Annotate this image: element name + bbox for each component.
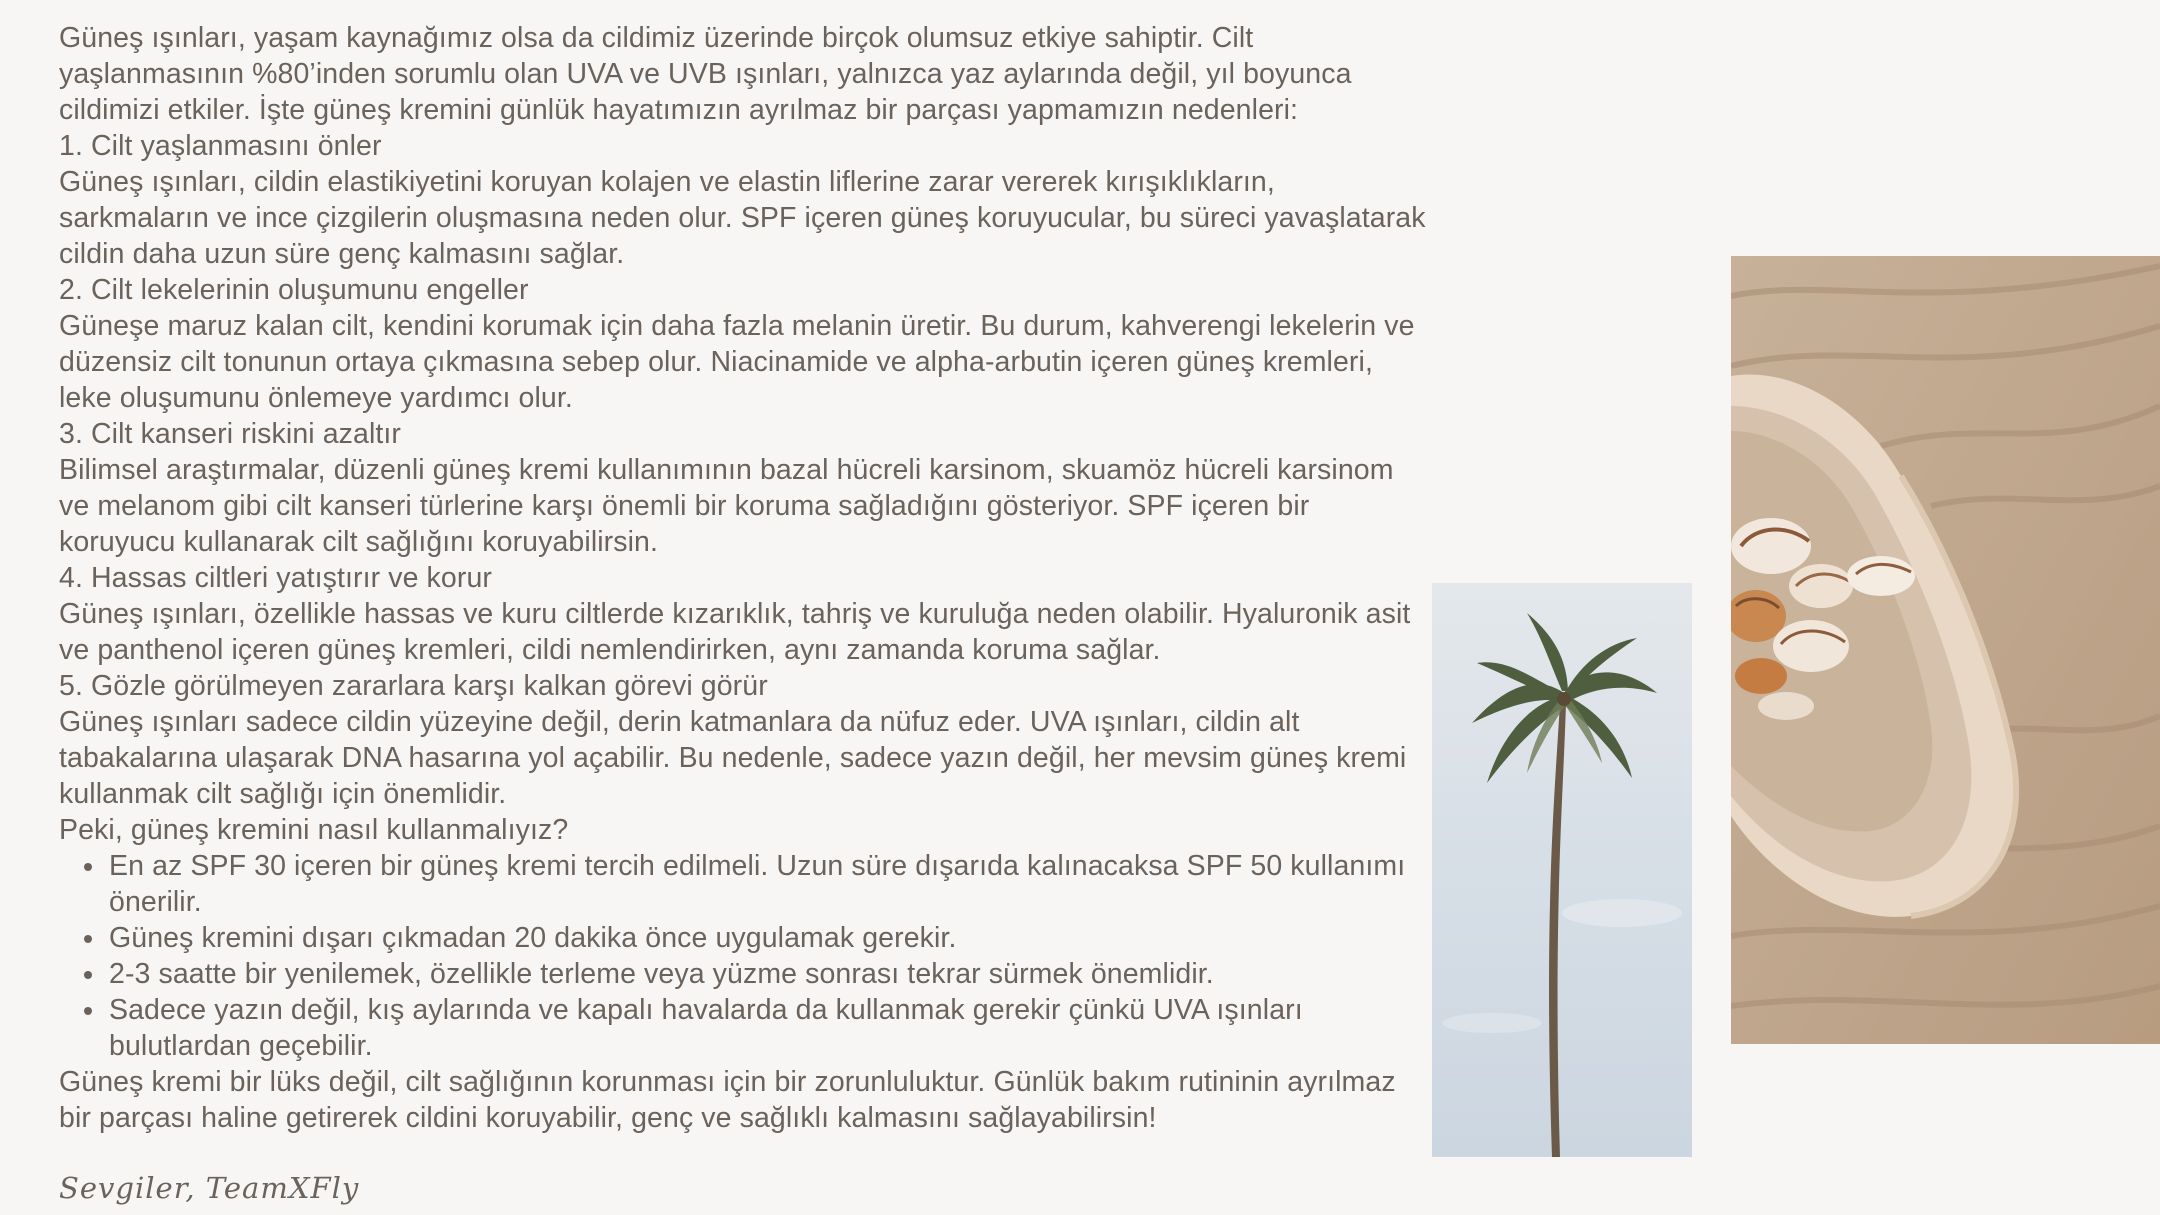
signature: Sevgiler, TeamXFly — [59, 1171, 360, 1205]
usage-question: Peki, güneş kremini nasıl kullanmalıyız? — [59, 814, 569, 846]
section-4-body: Güneş ışınları, özellikle hassas ve kuru ciltlerde kızarıklık, tahriş ve kuruluğa neden olabilir. Hyaluronik asit ve panthenol içeren güneş kremleri, cildi nemlendirirken, aynı zamanda koruma sağlar. — [59, 598, 1411, 666]
section-3-body: Bilimsel araştırmalar, düzenli güneş kremi kullanımının bazal hücreli karsinom, skuamöz hücreli karsinom ve melanom gibi cilt kanseri türlerine karşı önemli bir koruma sağladığını gösteriyor. SPF içeren bir koruyucu kullanarak cilt sağlığını koruyabilirsin. — [59, 454, 1394, 558]
section-4-heading: 4. Hassas ciltleri yatıştırır ve korur — [59, 562, 492, 594]
section-5-heading: 5. Gözle görülmeyen zararlara karşı kalkan görevi görür — [59, 670, 768, 702]
palm-tree-photo — [1432, 583, 1692, 1157]
article-body — [59, 20, 1429, 1136]
section-3-heading: 3. Cilt kanseri riskini azaltır — [59, 418, 402, 450]
section-1-heading: 1. Cilt yaşlanmasını önler — [59, 130, 382, 162]
conclusion-paragraph: Güneş kremi bir lüks değil, cilt sağlığının korunması için bir zorunluluktur. Günlük bakım rutininin ayrılmaz bir parçası haline getirerek cildini koruyabilir, genç ve sağlıklı kalmasını sağlayabilirsin! — [59, 1066, 1396, 1134]
usage-tip: En az SPF 30 içeren bir güneş kremi tercih edilmeli. Uzun süre dışarıda kalınacaksa SPF 50 kullanımı önerilir. — [109, 848, 1429, 920]
usage-tip: Güneş kremini dışarı çıkmadan 20 dakika önce uygulamak gerekir. — [109, 920, 1429, 956]
usage-tips-list — [59, 848, 1429, 1064]
sun-hat-with-seashells-icon — [1731, 256, 2160, 1044]
usage-tip: 2-3 saatte bir yenilemek, özellikle terleme veya yüzme sonrası tekrar sürmek önemlidir. — [109, 956, 1429, 992]
section-1-body: Güneş ışınları, cildin elastikiyetini koruyan kolajen ve elastin liflerine zarar vererek kırışıklıkların, sarkmaların ve ince çizgilerin oluşmasına neden olur. SPF içeren güneş koruyucular, bu süreci yavaşlatarak cildin daha uzun süre genç kalmasını sağlar. — [59, 166, 1426, 270]
section-2-body: Güneşe maruz kalan cilt, kendini korumak için daha fazla melanin üretir. Bu durum, kahverengi lekelerin ve düzensiz cilt tonunun ortaya çıkmasına sebep olur. Niacinamide ve alpha-arbutin içeren güneş kremleri, leke oluşumunu önlemeye yardımcı olur. — [59, 310, 1415, 414]
usage-tip: Sadece yazın değil, kış aylarında ve kapalı havalarda da kullanmak gerekir çünkü UVA ışınları bulutlardan geçebilir. — [109, 992, 1429, 1064]
intro-paragraph: Güneş ışınları, yaşam kaynağımız olsa da cildimiz üzerinde birçok olumsuz etkiye sahiptir. Cilt yaşlanmasının %80’inden sorumlu olan UVA ve UVB ışınları, yalnızca yaz aylarında değil, yıl boyunca cildimizi etkiler. İşte güneş kremini günlük hayatımızın ayrılmaz bir parçası yapmamızın nedenleri: — [59, 22, 1352, 126]
sun-hat-photo — [1731, 256, 2160, 1044]
section-2-heading: 2. Cilt lekelerinin oluşumunu engeller — [59, 274, 529, 306]
section-5-body: Güneş ışınları sadece cildin yüzeyine değil, derin katmanlara da nüfuz eder. UVA ışınları, cildin alt tabakalarına ulaşarak DNA hasarına yol açabilir. Bu nedenle, sadece yazın değil, her mevsim güneş kremi kullanmak cilt sağlığı için önemlidir. — [59, 706, 1407, 810]
palm-tree-icon — [1432, 583, 1692, 1157]
